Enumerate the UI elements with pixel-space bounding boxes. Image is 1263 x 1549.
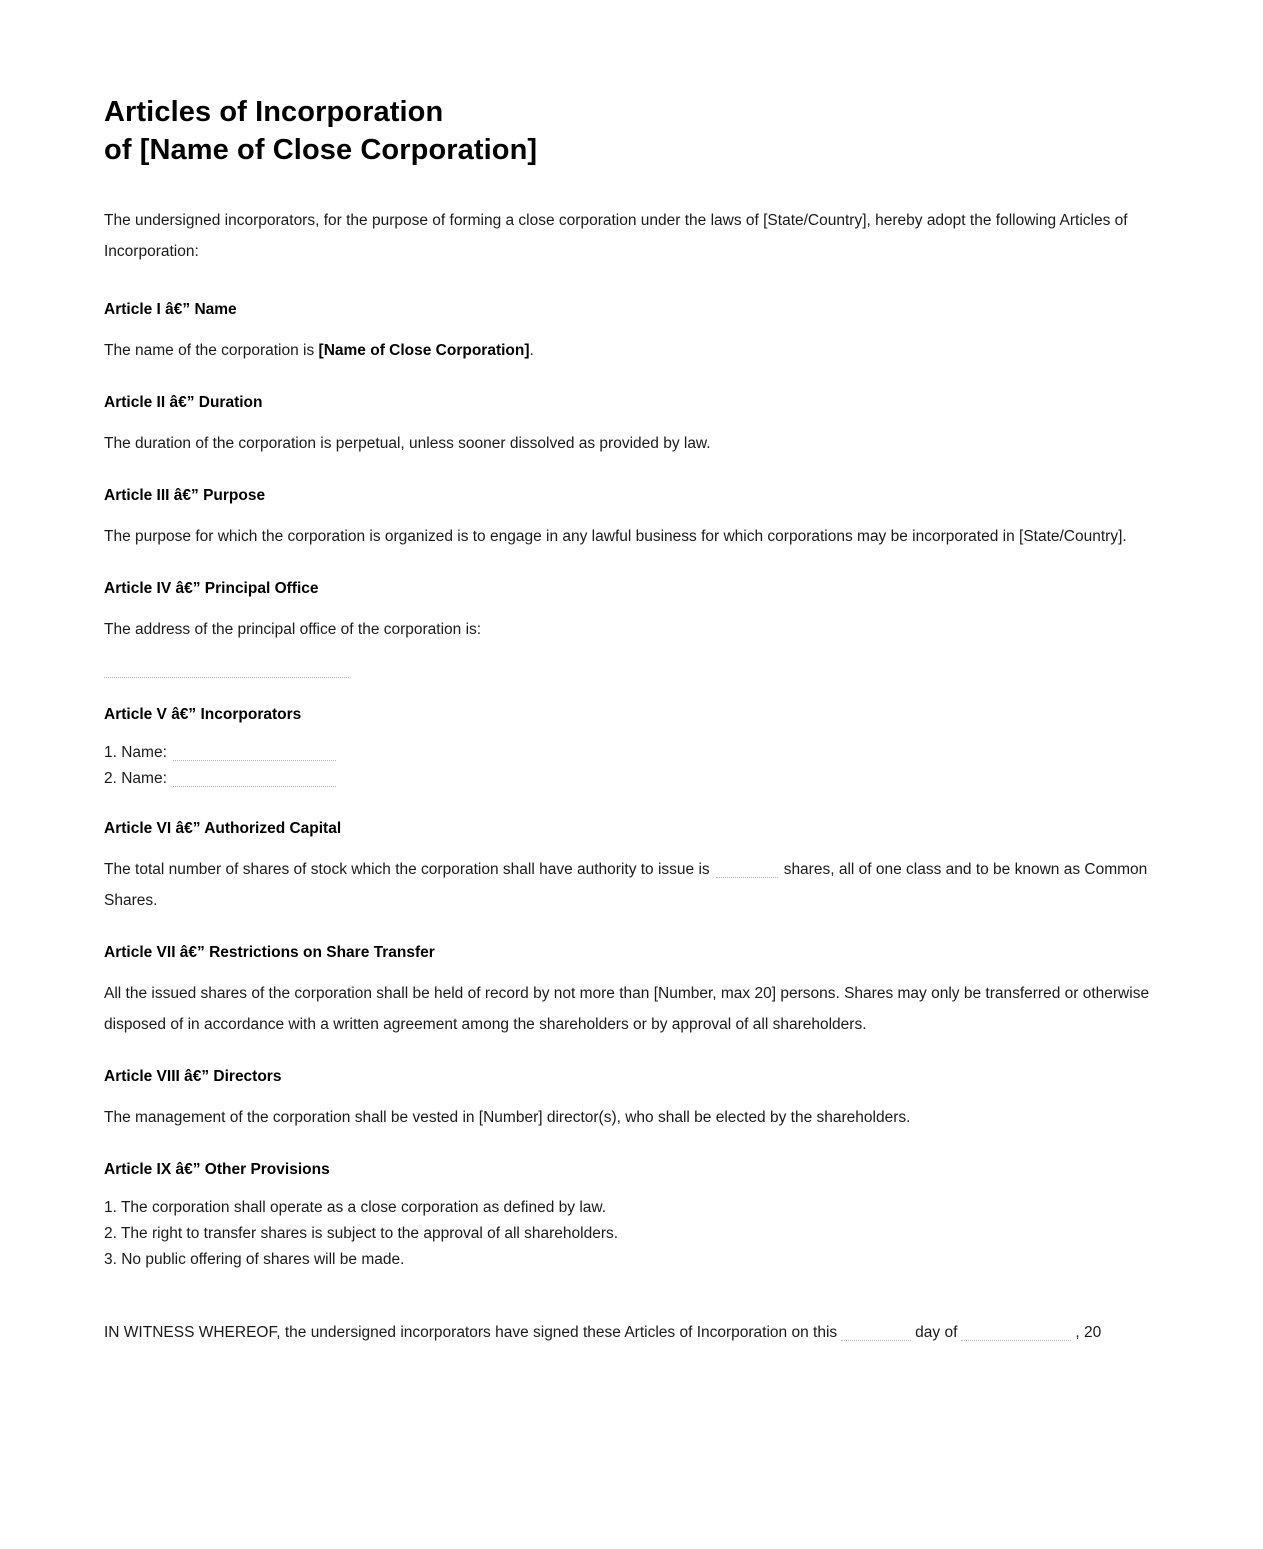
article-6-text [104, 854, 1150, 916]
article-section-other-provisions [104, 1159, 1150, 1273]
page-title [104, 93, 1150, 169]
article-6-text-suffix: shares, all of one class and to be known as Common Shares. [104, 861, 1148, 909]
article-4-text: The address of the principal office of the corporation is: [104, 621, 482, 638]
witness-clause [104, 1317, 1150, 1348]
article-3-heading: Article III â€” Purpose [104, 487, 266, 504]
article-8-heading: Article VIII â€” Directors [104, 1068, 282, 1085]
article-section-share-transfer [104, 942, 1150, 1040]
incorporator-row-2 [104, 766, 1150, 792]
article-section-authorized-capital [104, 818, 1150, 916]
incorporator-1-name-blank[interactable] [173, 760, 336, 761]
article-1-text-prefix: The name of the corporation is [104, 342, 319, 359]
article-8-text: The management of the corporation shall be vested in [Number] director(s), who shall be elected by the shareholders. [104, 1109, 911, 1126]
article-6-heading: Article VI â€” Authorized Capital [104, 820, 342, 837]
article-1-text [104, 335, 1150, 366]
incorporator-2-name-blank[interactable] [173, 786, 336, 787]
page-title-line-2: of [Name of Close Corporation] [104, 134, 538, 166]
incorporator-2-label: 2. Name: [104, 770, 167, 787]
article-3-text: The purpose for which the corporation is organized is to engage in any lawful business for which corporations may be incorporated in [State/Country]. [104, 528, 1127, 545]
article-1-text-suffix: . [529, 342, 534, 359]
provision-item-2: 2. The right to transfer shares is subject to the approval of all shareholders. [104, 1225, 619, 1242]
incorporator-row-1 [104, 740, 1150, 766]
article-6-text-prefix: The total number of shares of stock which the corporation shall have authority to issue is [104, 861, 710, 878]
article-9-heading: Article IX â€” Other Provisions [104, 1161, 330, 1178]
article-section-directors [104, 1066, 1150, 1133]
article-2-text: The duration of the corporation is perpetual, unless sooner dissolved as provided by law. [104, 435, 711, 452]
corporation-name-placeholder: [Name of Close Corporation] [318, 342, 530, 359]
article-4-heading: Article IV â€” Principal Office [104, 580, 319, 597]
article-5-heading: Article V â€” Incorporators [104, 706, 302, 723]
article-section-principal-office [104, 578, 1150, 678]
witness-text-part-3: , 20 [1075, 1324, 1102, 1341]
page-title-line-1: Articles of Incorporation [104, 96, 444, 128]
article-2-heading: Article II â€” Duration [104, 394, 263, 411]
provision-item-3: 3. No public offering of shares will be made. [104, 1251, 405, 1268]
witness-text-part-2: day of [915, 1324, 958, 1341]
provision-item-1: 1. The corporation shall operate as a close corporation as defined by law. [104, 1199, 607, 1216]
principal-office-address-blank[interactable] [104, 661, 349, 678]
article-7-text: All the issued shares of the corporation shall be held of record by not more than [Number, max 20] persons. Shares may only be transferred or otherwise disposed of in accordance with a written agreement among the shareholders or by approval of all shareholders. [104, 985, 1150, 1033]
article-1-heading: Article I â€” Name [104, 301, 237, 318]
article-section-incorporators [104, 704, 1150, 792]
article-7-heading: Article VII â€” Restrictions on Share Transfer [104, 944, 435, 961]
witness-text-part-1: IN WITNESS WHEREOF, the undersigned incorporators have signed these Articles of Incorporation on this [104, 1324, 838, 1341]
signing-month-blank[interactable] [961, 1340, 1071, 1341]
article-section-purpose [104, 485, 1150, 552]
article-section-duration [104, 392, 1150, 459]
signing-day-blank[interactable] [841, 1340, 911, 1341]
share-count-blank[interactable] [716, 877, 778, 878]
article-section-name [104, 299, 1150, 366]
intro-paragraph: The undersigned incorporators, for the purpose of forming a close corporation under the laws of [State/Country], hereby adopt the following Articles of Incorporation: [104, 212, 1128, 260]
incorporator-1-label: 1. Name: [104, 744, 167, 761]
